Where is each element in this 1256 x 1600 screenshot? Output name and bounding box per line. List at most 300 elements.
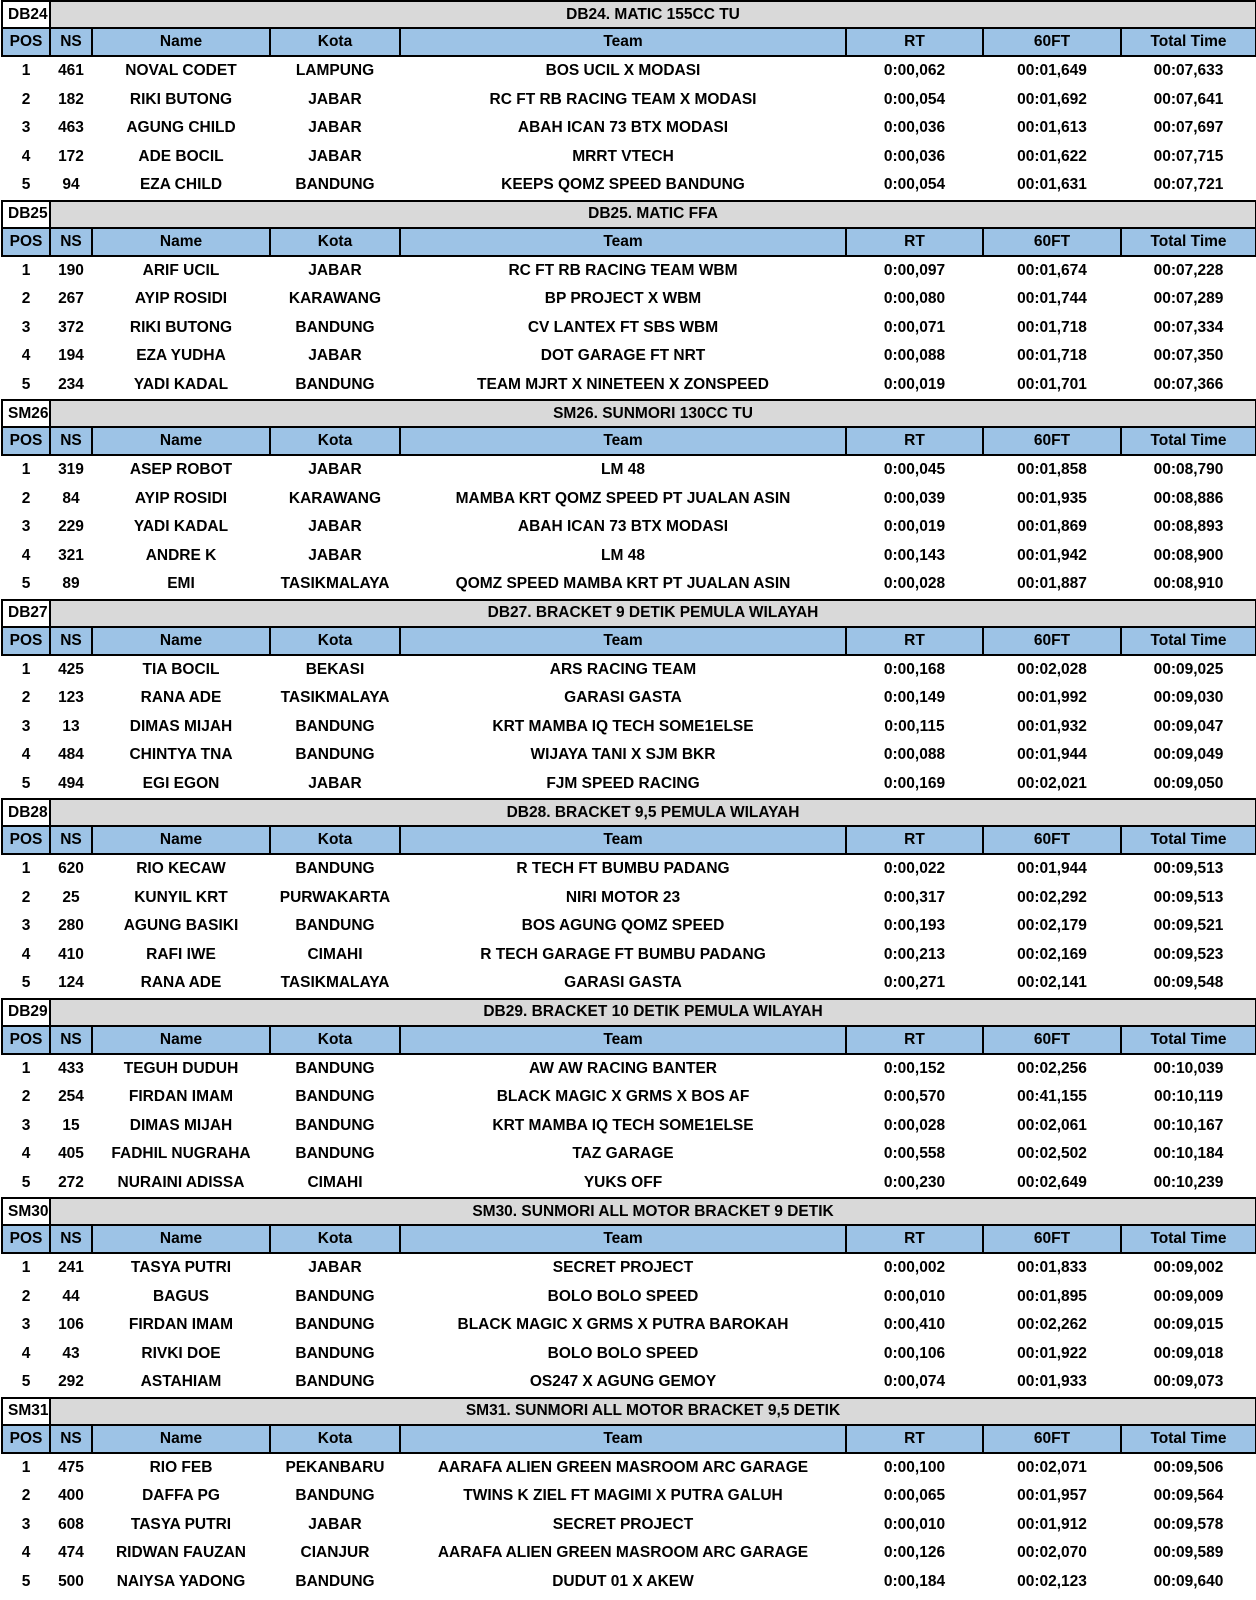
cell-pos: 4 — [2, 1140, 50, 1169]
cell-kota: BANDUNG — [270, 171, 400, 201]
cell-team: AARAFA ALIEN GREEN MASROOM ARC GARAGE — [400, 1539, 846, 1568]
column-header-name: Name — [92, 1225, 270, 1253]
cell-total-time: 00:07,641 — [1121, 86, 1256, 115]
cell-total-time: 00:09,513 — [1121, 884, 1256, 913]
cell-team: GARASI GASTA — [400, 969, 846, 999]
cell-rt: 0:00,010 — [846, 1511, 983, 1540]
cell-total-time: 00:10,239 — [1121, 1169, 1256, 1199]
column-header-pos: POS — [2, 28, 50, 56]
cell-kota: BANDUNG — [270, 854, 400, 884]
table-row — [2, 655, 1256, 685]
cell-pos: 1 — [2, 655, 50, 685]
column-header-team: Team — [400, 627, 846, 655]
cell-name: TIA BOCIL — [92, 655, 270, 685]
section-title-row — [2, 400, 1256, 427]
table-row — [2, 941, 1256, 970]
cell-ns: 292 — [50, 1368, 92, 1398]
cell-pos: 2 — [2, 285, 50, 314]
table-row — [2, 455, 1256, 485]
table-row — [2, 1283, 1256, 1312]
table-row — [2, 1054, 1256, 1084]
cell-name: NAIYSA YADONG — [92, 1568, 270, 1597]
column-header-row — [2, 1225, 1256, 1253]
cell-team: KRT MAMBA IQ TECH SOME1ELSE — [400, 713, 846, 742]
column-header-name: Name — [92, 427, 270, 455]
cell-pos: 5 — [2, 570, 50, 600]
cell-60ft: 00:02,256 — [983, 1054, 1121, 1084]
table-row — [2, 854, 1256, 884]
section-title: DB25. MATIC FFA — [50, 201, 1256, 228]
column-header-total-time: Total Time — [1121, 826, 1256, 854]
cell-total-time: 00:09,025 — [1121, 655, 1256, 685]
cell-60ft: 00:01,957 — [983, 1482, 1121, 1511]
cell-team: AW AW RACING BANTER — [400, 1054, 846, 1084]
cell-pos: 4 — [2, 1340, 50, 1369]
column-header-name: Name — [92, 228, 270, 256]
cell-ns: 474 — [50, 1539, 92, 1568]
cell-pos: 3 — [2, 1511, 50, 1540]
cell-ns: 194 — [50, 342, 92, 371]
cell-60ft: 00:01,912 — [983, 1511, 1121, 1540]
cell-60ft: 00:01,944 — [983, 741, 1121, 770]
cell-rt: 0:00,100 — [846, 1453, 983, 1483]
cell-name: NOVAL CODET — [92, 56, 270, 86]
cell-team: R TECH GARAGE FT BUMBU PADANG — [400, 941, 846, 970]
cell-kota: LAMPUNG — [270, 56, 400, 86]
column-header-kota: Kota — [270, 427, 400, 455]
cell-team: TWINS K ZIEL FT MAGIMI X PUTRA GALUH — [400, 1482, 846, 1511]
cell-pos: 2 — [2, 485, 50, 514]
cell-kota: JABAR — [270, 770, 400, 800]
cell-rt: 0:00,126 — [846, 1539, 983, 1568]
column-header-pos: POS — [2, 627, 50, 655]
cell-team: KEEPS QOMZ SPEED BANDUNG — [400, 171, 846, 201]
table-row — [2, 314, 1256, 343]
column-header-team: Team — [400, 28, 846, 56]
column-header-60ft: 60FT — [983, 28, 1121, 56]
cell-kota: JABAR — [270, 1511, 400, 1540]
cell-pos: 4 — [2, 1539, 50, 1568]
cell-rt: 0:00,230 — [846, 1169, 983, 1199]
table-row — [2, 684, 1256, 713]
cell-kota: PEKANBARU — [270, 1453, 400, 1483]
cell-ns: 461 — [50, 56, 92, 86]
cell-name: AGUNG CHILD — [92, 114, 270, 143]
column-header-rt: RT — [846, 826, 983, 854]
cell-team: R TECH FT BUMBU PADANG — [400, 854, 846, 884]
cell-total-time: 00:07,715 — [1121, 143, 1256, 172]
cell-name: RIO KECAW — [92, 854, 270, 884]
column-header-name: Name — [92, 28, 270, 56]
section-title-row — [2, 1398, 1256, 1425]
cell-rt: 0:00,065 — [846, 1482, 983, 1511]
cell-total-time: 00:10,167 — [1121, 1112, 1256, 1141]
cell-pos: 4 — [2, 941, 50, 970]
cell-ns: 25 — [50, 884, 92, 913]
column-header-60ft: 60FT — [983, 228, 1121, 256]
cell-total-time: 00:09,047 — [1121, 713, 1256, 742]
cell-60ft: 00:01,744 — [983, 285, 1121, 314]
column-header-ns: NS — [50, 1425, 92, 1453]
column-header-team: Team — [400, 826, 846, 854]
section-code: SM31 — [2, 1398, 50, 1425]
cell-total-time: 00:09,513 — [1121, 854, 1256, 884]
cell-pos: 3 — [2, 314, 50, 343]
table-row — [2, 741, 1256, 770]
cell-60ft: 00:01,933 — [983, 1368, 1121, 1398]
cell-kota: BANDUNG — [270, 1568, 400, 1597]
cell-rt: 0:00,271 — [846, 969, 983, 999]
cell-60ft: 00:01,622 — [983, 143, 1121, 172]
table-row — [2, 285, 1256, 314]
column-header-row — [2, 826, 1256, 854]
table-row — [2, 884, 1256, 913]
cell-60ft: 00:01,887 — [983, 570, 1121, 600]
cell-pos: 5 — [2, 1568, 50, 1597]
results-body — [2, 1, 1256, 1596]
column-header-total-time: Total Time — [1121, 1225, 1256, 1253]
cell-60ft: 00:02,649 — [983, 1169, 1121, 1199]
cell-total-time: 00:08,900 — [1121, 542, 1256, 571]
column-header-kota: Kota — [270, 28, 400, 56]
table-row — [2, 171, 1256, 201]
cell-pos: 1 — [2, 455, 50, 485]
cell-pos: 4 — [2, 143, 50, 172]
cell-name: TASYA PUTRI — [92, 1511, 270, 1540]
cell-name: EMI — [92, 570, 270, 600]
cell-kota: BANDUNG — [270, 371, 400, 401]
cell-kota: BANDUNG — [270, 1140, 400, 1169]
cell-pos: 3 — [2, 1311, 50, 1340]
cell-pos: 1 — [2, 56, 50, 86]
cell-name: RAFI IWE — [92, 941, 270, 970]
cell-kota: BANDUNG — [270, 912, 400, 941]
cell-total-time: 00:09,018 — [1121, 1340, 1256, 1369]
table-row — [2, 1169, 1256, 1199]
cell-kota: BANDUNG — [270, 314, 400, 343]
cell-rt: 0:00,071 — [846, 314, 983, 343]
cell-total-time: 00:08,790 — [1121, 455, 1256, 485]
column-header-row — [2, 1425, 1256, 1453]
section-title: SM30. SUNMORI ALL MOTOR BRACKET 9 DETIK — [50, 1198, 1256, 1225]
cell-total-time: 00:09,548 — [1121, 969, 1256, 999]
cell-ns: 241 — [50, 1253, 92, 1283]
cell-kota: KARAWANG — [270, 285, 400, 314]
cell-60ft: 00:01,895 — [983, 1283, 1121, 1312]
cell-pos: 3 — [2, 912, 50, 941]
cell-team: QOMZ SPEED MAMBA KRT PT JUALAN ASIN — [400, 570, 846, 600]
cell-total-time: 00:09,564 — [1121, 1482, 1256, 1511]
cell-total-time: 00:07,697 — [1121, 114, 1256, 143]
column-header-total-time: Total Time — [1121, 228, 1256, 256]
column-header-ns: NS — [50, 826, 92, 854]
cell-60ft: 00:02,021 — [983, 770, 1121, 800]
column-header-kota: Kota — [270, 1026, 400, 1054]
column-header-name: Name — [92, 1026, 270, 1054]
cell-ns: 229 — [50, 513, 92, 542]
column-header-name: Name — [92, 826, 270, 854]
cell-ns: 280 — [50, 912, 92, 941]
section-title-row — [2, 799, 1256, 826]
cell-team: BOS AGUNG QOMZ SPEED — [400, 912, 846, 941]
table-row — [2, 371, 1256, 401]
cell-rt: 0:00,317 — [846, 884, 983, 913]
column-header-rt: RT — [846, 427, 983, 455]
cell-pos: 5 — [2, 371, 50, 401]
section-code: DB28 — [2, 799, 50, 826]
column-header-kota: Kota — [270, 826, 400, 854]
cell-ns: 272 — [50, 1169, 92, 1199]
cell-ns: 190 — [50, 256, 92, 286]
cell-name: RIDWAN FAUZAN — [92, 1539, 270, 1568]
cell-kota: JABAR — [270, 114, 400, 143]
cell-ns: 319 — [50, 455, 92, 485]
cell-rt: 0:00,036 — [846, 143, 983, 172]
cell-rt: 0:00,010 — [846, 1283, 983, 1312]
cell-team: KRT MAMBA IQ TECH SOME1ELSE — [400, 1112, 846, 1141]
cell-name: KUNYIL KRT — [92, 884, 270, 913]
cell-ns: 475 — [50, 1453, 92, 1483]
cell-ns: 172 — [50, 143, 92, 172]
cell-pos: 1 — [2, 854, 50, 884]
cell-kota: BANDUNG — [270, 741, 400, 770]
cell-pos: 3 — [2, 713, 50, 742]
cell-team: DOT GARAGE FT NRT — [400, 342, 846, 371]
cell-name: RANA ADE — [92, 969, 270, 999]
cell-rt: 0:00,028 — [846, 1112, 983, 1141]
cell-total-time: 00:09,506 — [1121, 1453, 1256, 1483]
cell-ns: 425 — [50, 655, 92, 685]
section-title: DB27. BRACKET 9 DETIK PEMULA WILAYAH — [50, 600, 1256, 627]
column-header-pos: POS — [2, 1225, 50, 1253]
table-row — [2, 1453, 1256, 1483]
cell-60ft: 00:02,061 — [983, 1112, 1121, 1141]
cell-kota: BEKASI — [270, 655, 400, 685]
section-code: DB25 — [2, 201, 50, 228]
section-title: DB24. MATIC 155CC TU — [50, 1, 1256, 28]
column-header-pos: POS — [2, 427, 50, 455]
column-header-ns: NS — [50, 1026, 92, 1054]
cell-team: YUKS OFF — [400, 1169, 846, 1199]
cell-team: DUDUT 01 X AKEW — [400, 1568, 846, 1597]
column-header-total-time: Total Time — [1121, 627, 1256, 655]
cell-team: LM 48 — [400, 455, 846, 485]
cell-60ft: 00:41,155 — [983, 1083, 1121, 1112]
column-header-60ft: 60FT — [983, 427, 1121, 455]
cell-60ft: 00:02,179 — [983, 912, 1121, 941]
cell-ns: 89 — [50, 570, 92, 600]
cell-total-time: 00:09,521 — [1121, 912, 1256, 941]
cell-kota: BANDUNG — [270, 1112, 400, 1141]
table-row — [2, 770, 1256, 800]
cell-60ft: 00:02,292 — [983, 884, 1121, 913]
table-row — [2, 1083, 1256, 1112]
cell-team: SECRET PROJECT — [400, 1253, 846, 1283]
cell-60ft: 00:01,718 — [983, 314, 1121, 343]
cell-ns: 463 — [50, 114, 92, 143]
cell-team: BOLO BOLO SPEED — [400, 1283, 846, 1312]
cell-60ft: 00:01,944 — [983, 854, 1121, 884]
cell-rt: 0:00,062 — [846, 56, 983, 86]
cell-name: YADI KADAL — [92, 371, 270, 401]
cell-total-time: 00:09,073 — [1121, 1368, 1256, 1398]
cell-kota: TASIKMALAYA — [270, 570, 400, 600]
column-header-team: Team — [400, 1026, 846, 1054]
cell-name: FIRDAN IMAM — [92, 1083, 270, 1112]
cell-pos: 1 — [2, 1453, 50, 1483]
table-row — [2, 1340, 1256, 1369]
cell-ns: 234 — [50, 371, 92, 401]
cell-ns: 494 — [50, 770, 92, 800]
table-row — [2, 1253, 1256, 1283]
cell-kota: CIANJUR — [270, 1539, 400, 1568]
column-header-row — [2, 28, 1256, 56]
column-header-team: Team — [400, 228, 846, 256]
cell-team: SECRET PROJECT — [400, 1511, 846, 1540]
table-row — [2, 1140, 1256, 1169]
cell-total-time: 00:07,350 — [1121, 342, 1256, 371]
cell-team: BOS UCIL X MODASI — [400, 56, 846, 86]
cell-ns: 620 — [50, 854, 92, 884]
table-row — [2, 114, 1256, 143]
cell-team: TEAM MJRT X NINETEEN X ZONSPEED — [400, 371, 846, 401]
cell-total-time: 00:09,640 — [1121, 1568, 1256, 1597]
cell-rt: 0:00,088 — [846, 342, 983, 371]
cell-team: MRRT VTECH — [400, 143, 846, 172]
cell-ns: 433 — [50, 1054, 92, 1084]
cell-team: ABAH ICAN 73 BTX MODASI — [400, 114, 846, 143]
cell-pos: 4 — [2, 741, 50, 770]
cell-ns: 484 — [50, 741, 92, 770]
cell-60ft: 00:02,502 — [983, 1140, 1121, 1169]
cell-kota: KARAWANG — [270, 485, 400, 514]
cell-name: YADI KADAL — [92, 513, 270, 542]
cell-kota: BANDUNG — [270, 1311, 400, 1340]
cell-pos: 2 — [2, 884, 50, 913]
results-table — [1, 0, 1256, 1596]
column-header-ns: NS — [50, 228, 92, 256]
column-header-total-time: Total Time — [1121, 28, 1256, 56]
cell-total-time: 00:09,009 — [1121, 1283, 1256, 1312]
cell-rt: 0:00,168 — [846, 655, 983, 685]
cell-rt: 0:00,184 — [846, 1568, 983, 1597]
cell-rt: 0:00,039 — [846, 485, 983, 514]
column-header-pos: POS — [2, 1026, 50, 1054]
cell-pos: 4 — [2, 542, 50, 571]
cell-team: ARS RACING TEAM — [400, 655, 846, 685]
cell-rt: 0:00,097 — [846, 256, 983, 286]
cell-60ft: 00:01,932 — [983, 713, 1121, 742]
cell-team: BLACK MAGIC X GRMS X PUTRA BAROKAH — [400, 1311, 846, 1340]
column-header-ns: NS — [50, 1225, 92, 1253]
cell-rt: 0:00,036 — [846, 114, 983, 143]
cell-60ft: 00:01,935 — [983, 485, 1121, 514]
cell-team: CV LANTEX FT SBS WBM — [400, 314, 846, 343]
cell-60ft: 00:01,674 — [983, 256, 1121, 286]
cell-60ft: 00:02,070 — [983, 1539, 1121, 1568]
cell-pos: 2 — [2, 684, 50, 713]
cell-rt: 0:00,149 — [846, 684, 983, 713]
cell-kota: TASIKMALAYA — [270, 684, 400, 713]
cell-name: TEGUH DUDUH — [92, 1054, 270, 1084]
cell-name: DAFFA PG — [92, 1482, 270, 1511]
cell-pos: 3 — [2, 513, 50, 542]
section-title-row — [2, 1, 1256, 28]
cell-team: WIJAYA TANI X SJM BKR — [400, 741, 846, 770]
column-header-row — [2, 1026, 1256, 1054]
cell-kota: BANDUNG — [270, 1283, 400, 1312]
section-title-row — [2, 201, 1256, 228]
cell-60ft: 00:01,833 — [983, 1253, 1121, 1283]
cell-kota: JABAR — [270, 1253, 400, 1283]
cell-total-time: 00:10,184 — [1121, 1140, 1256, 1169]
cell-kota: BANDUNG — [270, 1368, 400, 1398]
column-header-kota: Kota — [270, 627, 400, 655]
cell-team: NIRI MOTOR 23 — [400, 884, 846, 913]
cell-pos: 1 — [2, 1253, 50, 1283]
cell-ns: 372 — [50, 314, 92, 343]
column-header-pos: POS — [2, 826, 50, 854]
cell-ns: 608 — [50, 1511, 92, 1540]
column-header-pos: POS — [2, 228, 50, 256]
cell-kota: BANDUNG — [270, 1054, 400, 1084]
cell-name: AYIP ROSIDI — [92, 485, 270, 514]
table-row — [2, 912, 1256, 941]
cell-rt: 0:00,143 — [846, 542, 983, 571]
cell-rt: 0:00,074 — [846, 1368, 983, 1398]
cell-total-time: 00:10,039 — [1121, 1054, 1256, 1084]
section-code: SM30 — [2, 1198, 50, 1225]
section-title: DB28. BRACKET 9,5 PEMULA WILAYAH — [50, 799, 1256, 826]
column-header-60ft: 60FT — [983, 627, 1121, 655]
cell-kota: CIMAHI — [270, 941, 400, 970]
cell-name: NURAINI ADISSA — [92, 1169, 270, 1199]
cell-rt: 0:00,080 — [846, 285, 983, 314]
cell-ns: 410 — [50, 941, 92, 970]
cell-60ft: 00:02,028 — [983, 655, 1121, 685]
cell-pos: 5 — [2, 171, 50, 201]
cell-ns: 321 — [50, 542, 92, 571]
table-row — [2, 1311, 1256, 1340]
column-header-name: Name — [92, 1425, 270, 1453]
column-header-rt: RT — [846, 1425, 983, 1453]
cell-name: ANDRE K — [92, 542, 270, 571]
cell-pos: 5 — [2, 1368, 50, 1398]
column-header-name: Name — [92, 627, 270, 655]
cell-team: RC FT RB RACING TEAM X MODASI — [400, 86, 846, 115]
cell-name: DIMAS MIJAH — [92, 1112, 270, 1141]
cell-pos: 3 — [2, 114, 50, 143]
cell-pos: 2 — [2, 1283, 50, 1312]
column-header-rt: RT — [846, 1225, 983, 1253]
cell-ns: 15 — [50, 1112, 92, 1141]
column-header-60ft: 60FT — [983, 1026, 1121, 1054]
table-row — [2, 1112, 1256, 1141]
cell-name: AYIP ROSIDI — [92, 285, 270, 314]
cell-rt: 0:00,152 — [846, 1054, 983, 1084]
cell-name: BAGUS — [92, 1283, 270, 1312]
section-title: DB29. BRACKET 10 DETIK PEMULA WILAYAH — [50, 999, 1256, 1026]
cell-ns: 44 — [50, 1283, 92, 1312]
cell-kota: BANDUNG — [270, 1340, 400, 1369]
cell-kota: BANDUNG — [270, 1482, 400, 1511]
column-header-row — [2, 627, 1256, 655]
cell-60ft: 00:01,992 — [983, 684, 1121, 713]
column-header-total-time: Total Time — [1121, 427, 1256, 455]
cell-team: FJM SPEED RACING — [400, 770, 846, 800]
column-header-rt: RT — [846, 28, 983, 56]
cell-name: EZA CHILD — [92, 171, 270, 201]
